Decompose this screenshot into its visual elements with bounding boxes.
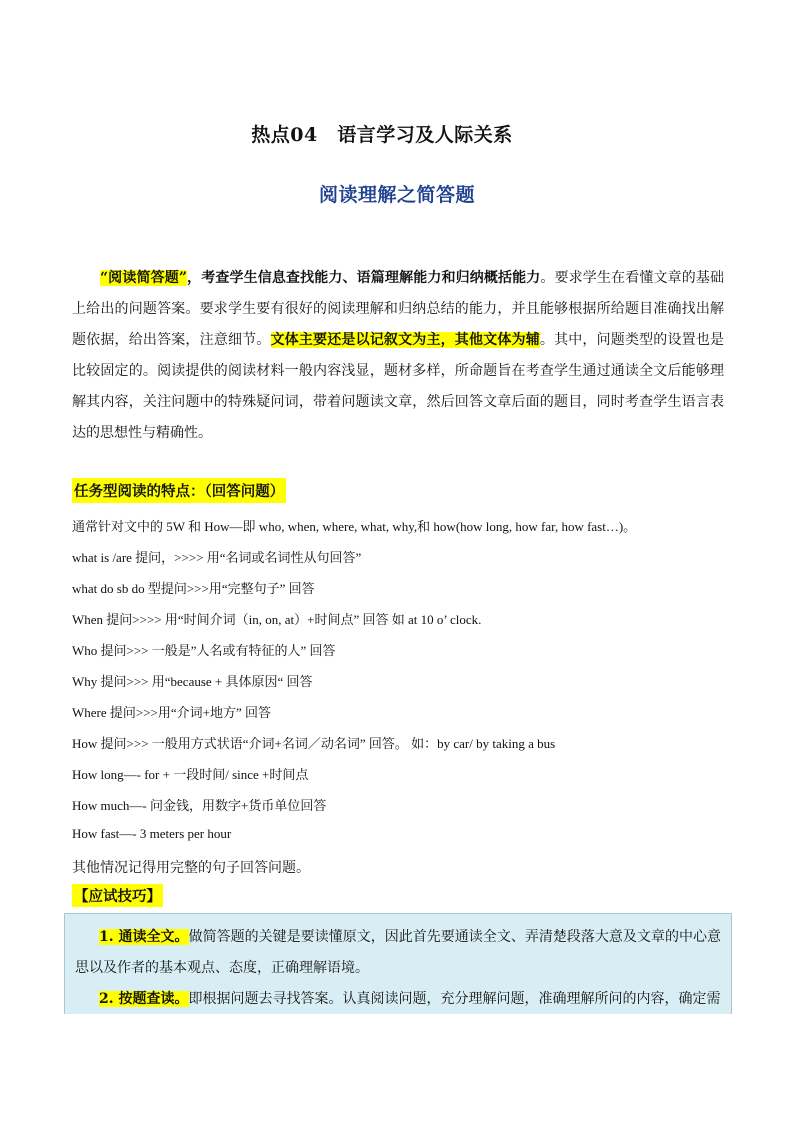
- rule-line-4: When 提问>>>> 用“时间介词（in, on, at）+时间点” 回答 如 at 10 o’ clock.: [72, 612, 482, 627]
- tip-item: [65, 984, 731, 1014]
- rule-line-12: 其他情况记得用完整的句子回答问题。: [72, 861, 310, 876]
- intro-text-1: 。要求学生在看懂文章的基础上给出的问题答案。要求学生要有很好的阅读理解和归纳总结的能力，并且能够根据所给题目准确找出解题依据，给出答案，注意细节。: [72, 270, 725, 348]
- tip-title: 2. 按题查读。: [99, 991, 189, 1007]
- rule-line-6: Why 提问>>> 用“because + 具体原因“ 回答: [72, 674, 313, 689]
- intro-highlight-genre: 文体主要还是以记叙文为主，其他文体为辅: [270, 332, 540, 348]
- tips-heading: 【应试技巧】: [72, 884, 163, 907]
- tip-text: 做简答题的关键是要读懂原文，因此首先要通读全文、弄清楚段落大意及文章的中心意思以及作者的基本观点、态度，正确理解语境。: [75, 929, 721, 976]
- intro-highlight-keyword: “阅读简答题”: [100, 270, 187, 286]
- tip-item: [65, 914, 731, 984]
- rule-line-9: How long—- for + 一段时间/ since +时间点: [72, 767, 309, 782]
- intro-bold-abilities: ，考查学生信息查找能力、语篇理解能力和归纳概括能力: [186, 270, 541, 286]
- page-title: [0, 120, 794, 147]
- rule-line-8: How 提问>>> 一般用方式状语“介词+名词／动名词” 回答。 如：by car/ by taking a bus: [72, 736, 556, 751]
- rule-line-10: How much—- 问金钱，用数字+货币单位回答: [72, 798, 327, 813]
- page-subtitle-text: 阅读理解之简答题: [318, 184, 475, 206]
- rule-line-11: How fast—- 3 meters per hour: [72, 826, 232, 841]
- rule-line-5: Who 提问>>> 一般是”人名或有特征的人” 回答: [72, 643, 336, 658]
- tips-box: [64, 913, 732, 1014]
- section-heading: 任务型阅读的特点：（回答问题）: [72, 478, 286, 503]
- rule-line-3: what do sb do 型提问>>>用“完整句子” 回答: [72, 581, 315, 596]
- tip-text: 即根据问题去寻找答案。认真阅读问题，充分理解问题，准确理解所问的内容，确定需: [188, 991, 721, 1007]
- intro-paragraph: [72, 263, 724, 449]
- rule-line-2: what is /are 提问，>>>> 用“名词或名词性从句回答”: [72, 550, 362, 565]
- intro-text-2: 。其中，问题类型的设置也是比较固定的。阅读提供的阅读材料一般内容浅显，题材多样，所命题旨在考查学生通过通读全文后能够理解其内容，关注问题中的特殊疑问词，带着问题读文章，然后回答文章后面的题目，同时考查学生语言表达的思想性与精确性。: [72, 332, 725, 441]
- page-title-text: 热点04 语言学习及人际关系: [251, 124, 513, 146]
- page-subtitle: [0, 180, 794, 207]
- rule-line-1: 通常针对文中的 5W 和 How—即 who, when, where, what, why,和 how(how long, how far, how fast…)。: [72, 519, 637, 534]
- rule-line-7: Where 提问>>>用“介词+地方” 回答: [72, 705, 272, 720]
- tip-title: 1. 通读全文。: [99, 929, 189, 945]
